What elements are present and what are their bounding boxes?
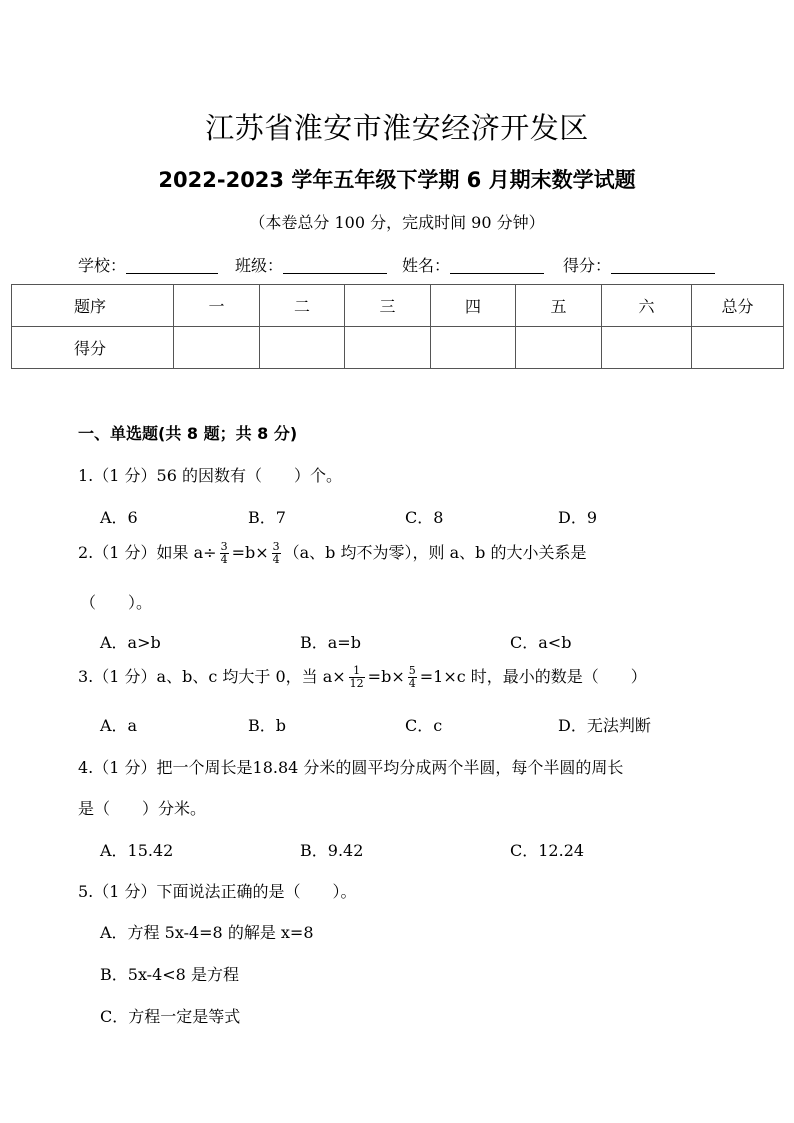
- q2-text-part1: 2.（1 分）如果 a÷: [78, 543, 217, 562]
- score-cell: [174, 327, 260, 369]
- q4-option-a: A．15.42: [100, 841, 174, 860]
- section-heading: 一、单选题(共 8 题；共 8 分): [78, 424, 298, 443]
- score-cell: [516, 327, 602, 369]
- q1-option-a: A．6: [100, 508, 138, 527]
- score-blank: [611, 257, 715, 274]
- score-field: [563, 253, 715, 276]
- q1-option-b: B．7: [248, 508, 286, 527]
- question-3: [78, 664, 647, 690]
- q2-line2: （ ）。: [80, 593, 153, 612]
- name-blank: [450, 257, 544, 274]
- score-cell: [345, 327, 431, 369]
- q2-option-c: C．a<b: [510, 633, 572, 652]
- fraction-denominator: 4: [220, 553, 228, 566]
- fraction-denominator: 4: [408, 677, 416, 690]
- q2-text-part3: （a、b 均不为零），则 a、b 的大小关系是: [283, 543, 587, 562]
- document-subtitle: 2022-2023 学年五年级下学期 6 月期末数学试题: [158, 168, 636, 192]
- header-cell: 三: [345, 285, 431, 327]
- score-cell: [602, 327, 692, 369]
- score-row-label: 得分: [12, 327, 174, 369]
- score-label: 得分：: [563, 256, 612, 275]
- score-table: [11, 284, 784, 369]
- class-blank: [283, 257, 387, 274]
- fraction-numerator: 3: [220, 540, 228, 553]
- header-cell: 一: [174, 285, 260, 327]
- score-cell: [260, 327, 345, 369]
- school-blank: [126, 257, 218, 274]
- exam-note: （本卷总分 100 分，完成时间 90 分钟）: [249, 213, 545, 232]
- fraction-numerator: 1: [349, 665, 365, 678]
- score-table-score-row: [12, 327, 784, 369]
- q2-option-a: A．a>b: [100, 633, 161, 652]
- header-cell: 总分: [692, 285, 784, 327]
- q5-option-c: C．方程一定是等式: [100, 1007, 241, 1026]
- class-label: 班级：: [235, 256, 284, 275]
- question-4: 4.（1 分）把一个周长是18.84 分米的圆平均分成两个半圆，每个半圆的周长: [78, 758, 624, 777]
- q3-text-part3: =1×c 时，最小的数是（ ）: [419, 667, 647, 686]
- score-table-header-row: [12, 285, 784, 327]
- q3-option-b: B．b: [248, 716, 287, 735]
- q3-option-d: D．无法判断: [558, 716, 651, 735]
- q1-option-d: D．9: [558, 508, 598, 527]
- q1-option-c: C．8: [405, 508, 444, 527]
- q4-option-c: C．12.24: [510, 841, 585, 860]
- q2-text-part2: =b×: [231, 543, 269, 562]
- q3-option-c: C．c: [405, 716, 443, 735]
- q3-text-part1: 3.（1 分）a、b、c 均大于 0，当 a×: [78, 667, 346, 686]
- q3-fraction-2: [408, 665, 417, 690]
- question-5: 5.（1 分）下面说法正确的是（ ）。: [78, 882, 357, 901]
- name-field: [402, 253, 544, 276]
- fraction-numerator: 3: [272, 540, 280, 553]
- score-cell: [431, 327, 516, 369]
- fraction-denominator: 4: [272, 553, 280, 566]
- q3-text-part2: =b×: [367, 667, 405, 686]
- q5-option-b: B．5x-4<8 是方程: [100, 965, 239, 984]
- school-field: [78, 253, 218, 276]
- school-label: 学校：: [78, 256, 127, 275]
- header-cell: 五: [516, 285, 602, 327]
- q4-option-b: B．9.42: [300, 841, 364, 860]
- name-label: 姓名：: [402, 256, 451, 275]
- fraction-denominator: 12: [349, 677, 364, 690]
- header-cell: 二: [260, 285, 345, 327]
- score-cell: [692, 327, 784, 369]
- q3-option-a: A．a: [100, 716, 138, 735]
- q5-option-a: A．方程 5x-4=8 的解是 x=8: [100, 923, 314, 942]
- header-cell: 题序: [12, 285, 174, 327]
- question-2: [78, 540, 586, 566]
- q3-fraction: [349, 665, 365, 690]
- q2-option-b: B．a=b: [300, 633, 361, 652]
- header-cell: 六: [602, 285, 692, 327]
- class-field: [235, 253, 387, 276]
- q2-fraction-2: [272, 541, 281, 566]
- fraction-numerator: 5: [408, 664, 416, 677]
- header-cell: 四: [431, 285, 516, 327]
- q4-line2: 是（ ）分米。: [78, 799, 207, 818]
- question-1: 1.（1 分）56 的因数有（ ）个。: [78, 466, 342, 485]
- document-title: 江苏省淮安市淮安经济开发区: [205, 111, 589, 145]
- q2-fraction: [220, 541, 229, 566]
